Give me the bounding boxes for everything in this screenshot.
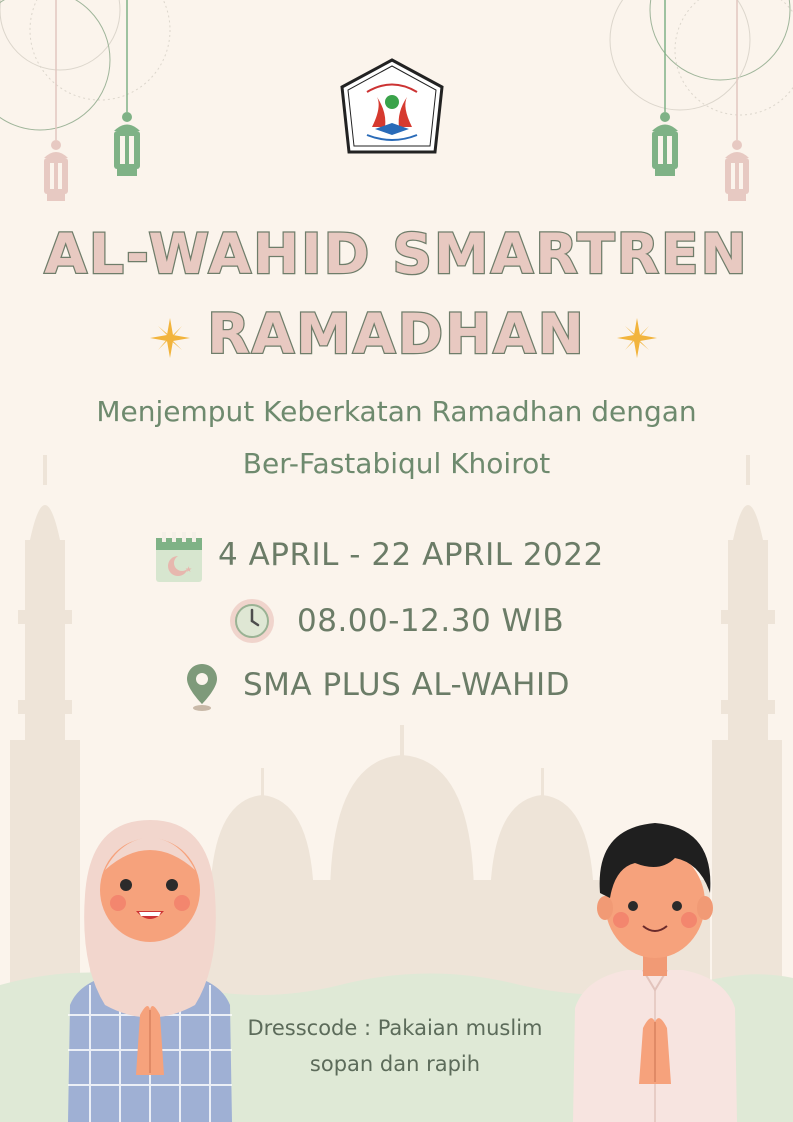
girl-character-illustration bbox=[60, 815, 240, 1122]
event-title-line-2: RAMADHAN bbox=[207, 302, 586, 366]
lantern-icon bbox=[44, 140, 68, 201]
event-subtitle bbox=[0, 386, 793, 490]
boy-character-illustration bbox=[565, 818, 745, 1122]
event-location: SMA PLUS AL-WAHID bbox=[243, 667, 570, 703]
event-date: 4 APRIL - 22 APRIL 2022 bbox=[218, 537, 604, 573]
event-title-line-1: AL-WAHID SMARTREN bbox=[44, 222, 749, 286]
dresscode-line-2: sopan dan rapih bbox=[309, 1052, 481, 1076]
svg-text:★: ★ bbox=[185, 565, 193, 574]
subtitle-line-1: Menjemput Keberkatan Ramadhan dengan bbox=[96, 395, 697, 428]
star-sparkle-icon bbox=[617, 318, 657, 358]
clock-icon bbox=[229, 598, 275, 644]
dresscode-line-1: Dresscode : Pakaian muslim bbox=[247, 1016, 543, 1040]
lantern-icon bbox=[114, 112, 140, 176]
dresscode-note bbox=[230, 1010, 560, 1082]
lantern-icon bbox=[652, 112, 678, 176]
subtitle-line-2: Ber-Fastabiqul Khoirot bbox=[242, 447, 551, 480]
lantern-icon bbox=[725, 140, 749, 201]
event-time: 08.00-12.30 WIB bbox=[297, 603, 565, 639]
calendar-icon bbox=[156, 532, 202, 582]
school-logo bbox=[337, 57, 447, 157]
location-pin-icon bbox=[187, 664, 217, 712]
